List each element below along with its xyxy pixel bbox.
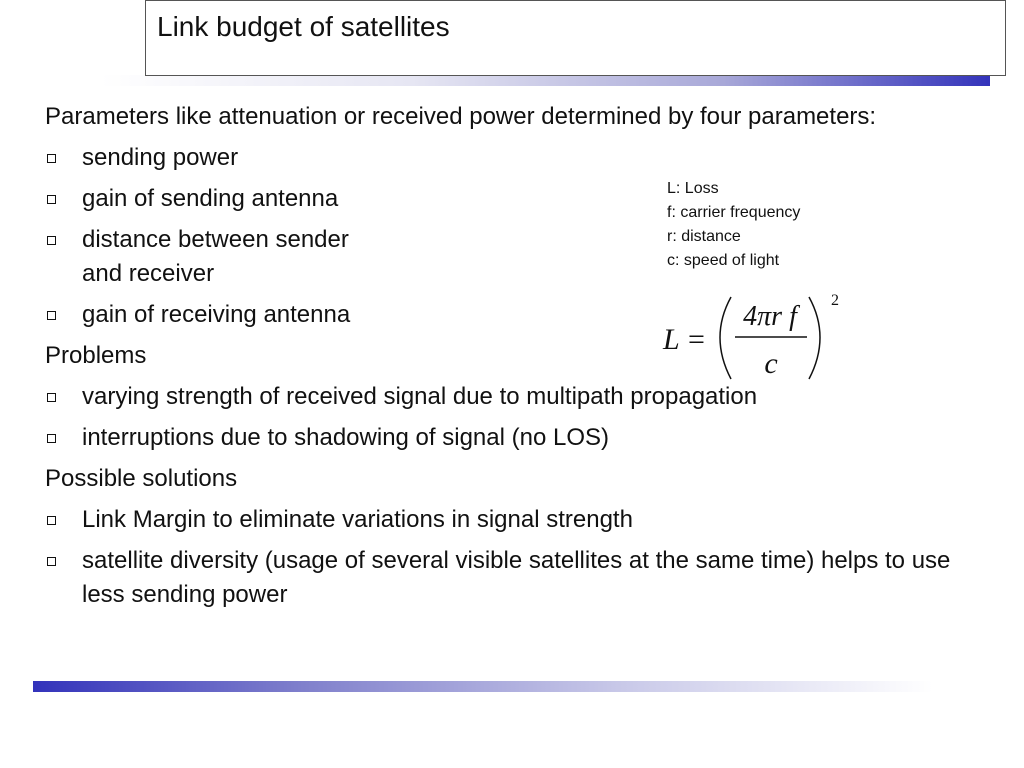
checkbox-bullet-icon xyxy=(47,434,56,443)
slide-title: Link budget of satellites xyxy=(157,11,450,42)
intro-text: Parameters like attenuation or received power determined by four parameters: xyxy=(45,103,877,130)
checkbox-bullet-icon xyxy=(47,154,56,163)
checkbox-bullet-icon xyxy=(47,195,56,204)
checkbox-bullet-icon xyxy=(47,311,56,320)
bullet-text-continued: and receiver xyxy=(82,260,215,287)
problems-heading: Problems xyxy=(45,342,147,369)
bullet-item xyxy=(45,141,975,175)
bullet-item xyxy=(45,421,975,455)
formula-lhs: L xyxy=(663,323,680,356)
bullet-text: Link Margin to eliminate variations in signal strength xyxy=(82,506,633,533)
top-gradient-bar xyxy=(100,75,990,86)
legend-line: c: speed of light xyxy=(667,252,780,269)
bullet-text: sending power xyxy=(82,144,239,171)
checkbox-bullet-icon xyxy=(47,557,56,566)
bullet-text: gain of sending antenna xyxy=(82,185,339,212)
bullet-text: gain of receiving antenna xyxy=(82,301,351,328)
bullet-item xyxy=(45,544,975,612)
bottom-gradient-bar xyxy=(33,681,933,692)
bullet-text: distance between sender xyxy=(82,226,349,253)
formula-exponent: 2 xyxy=(831,292,839,309)
bullet-text: varying strength of received signal due to multipath propagation xyxy=(82,383,758,410)
bullet-item xyxy=(45,182,975,216)
formula-left-paren xyxy=(720,297,731,379)
bullet-text: satellite diversity (usage of several visible satellites at the same time) helps to use less sending power xyxy=(82,547,951,608)
checkbox-bullet-icon xyxy=(47,516,56,525)
checkbox-bullet-icon xyxy=(47,393,56,402)
checkbox-bullet-icon xyxy=(47,236,56,245)
bullet-text: interruptions due to shadowing of signal (no LOS) xyxy=(82,424,609,451)
variable-legend xyxy=(667,177,800,273)
formula-equals: = xyxy=(688,323,705,356)
legend-line: f: carrier frequency xyxy=(667,204,801,221)
formula-denominator: c xyxy=(764,347,778,380)
bullet-item xyxy=(45,503,975,537)
loss-formula xyxy=(655,287,855,387)
formula-right-paren xyxy=(809,297,820,379)
solutions-heading: Possible solutions xyxy=(45,465,238,492)
formula-numerator: 4πr f xyxy=(743,301,797,332)
bullet-item xyxy=(45,223,975,291)
title-box xyxy=(145,0,1006,76)
legend-line: L: Loss xyxy=(667,180,719,197)
legend-line: r: distance xyxy=(667,228,741,245)
